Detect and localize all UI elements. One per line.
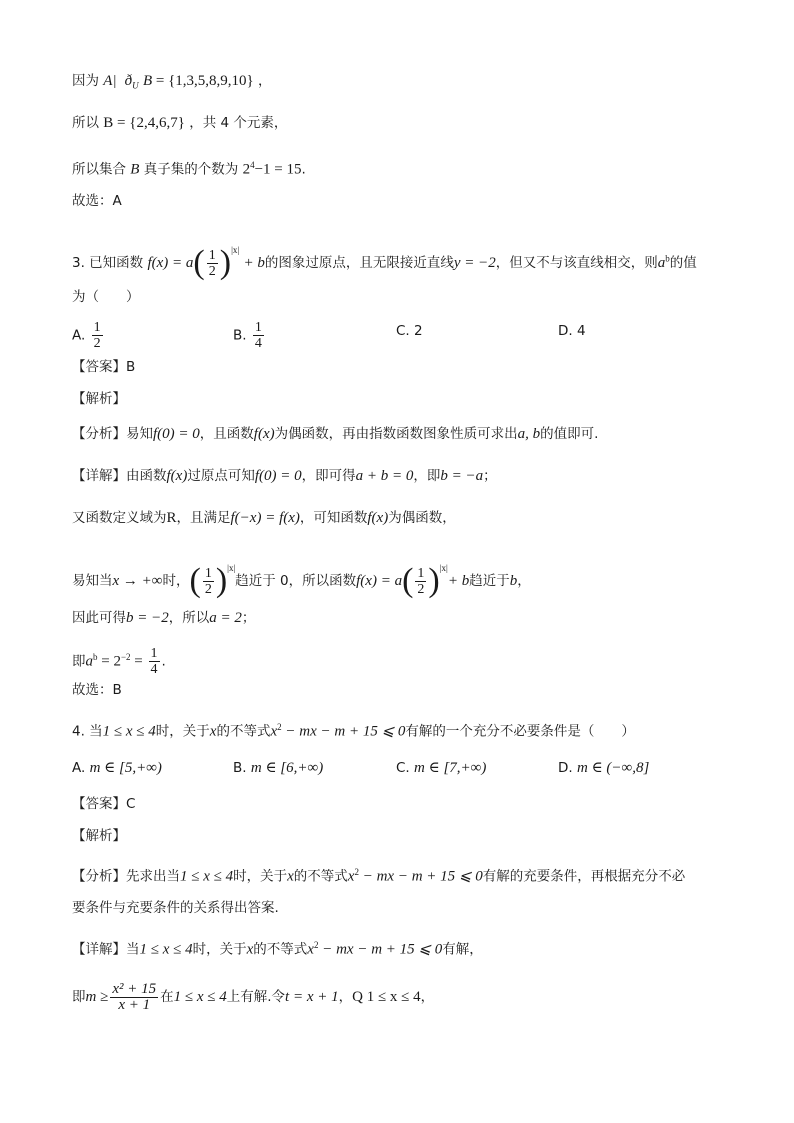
- text: ；: [483, 468, 497, 484]
- text: 【详解】当: [72, 941, 140, 958]
- math-expr: B = {2,4,6,7}: [103, 115, 185, 131]
- text: ，且满足: [176, 510, 231, 526]
- q3-choose: 故选：B: [72, 682, 122, 698]
- math-expr: a: [85, 653, 93, 670]
- text-line-2: [72, 113, 287, 133]
- q4-option-a[interactable]: [72, 758, 162, 778]
- text: B.: [233, 760, 247, 776]
- exponent: b: [93, 652, 98, 662]
- q4-fenxi: [72, 862, 685, 887]
- text: 因此可得: [72, 610, 126, 626]
- text: A.: [72, 327, 86, 344]
- q4-option-d[interactable]: [558, 758, 649, 778]
- text: ，所以: [168, 610, 210, 626]
- math-expr: f(−x) = f(x): [230, 510, 300, 526]
- math-expr: x: [246, 941, 254, 958]
- q3-answer: 【答案】B: [72, 359, 136, 375]
- text: 有解的一个充分不必要条件是（ ）: [405, 723, 635, 740]
- math-expr: = 2: [97, 653, 121, 670]
- q4-option-b[interactable]: [233, 758, 323, 778]
- fraction: $\frac{1}{2}$: [93, 320, 101, 351]
- math-expr: b = −2: [126, 610, 169, 626]
- text: 真子集的个数为: [143, 161, 239, 178]
- math-expr: t = x + 1: [285, 989, 339, 1005]
- exponent: b: [665, 253, 670, 264]
- text: 因为: [72, 73, 99, 89]
- math-expr: y = −2: [453, 255, 496, 271]
- text: 3. 已知函数: [72, 255, 144, 271]
- math-expr: ð: [120, 73, 133, 89]
- q3-line-therefore: [72, 608, 255, 628]
- text: ，可知函数: [299, 510, 368, 526]
- math-expr: B: [142, 73, 153, 89]
- q4-analysis-label: 【解析】: [72, 828, 126, 844]
- math-expr: f(x) = a: [147, 255, 194, 271]
- math-expr: + b: [243, 255, 265, 271]
- text: 的值: [669, 255, 697, 271]
- text: ，共 4 个元素，: [189, 115, 288, 131]
- math-expr: x: [270, 723, 278, 740]
- text: 的不等式: [293, 868, 348, 885]
- text: 时，关于: [192, 941, 247, 958]
- fraction: $\frac{1}{4}$: [150, 646, 158, 677]
- q4-last-line: [72, 980, 434, 1014]
- text: 趋近于: [469, 573, 510, 589]
- math-expr: 1 ≤ x ≤ 4: [102, 723, 156, 740]
- text: ，: [420, 989, 435, 1005]
- text: .: [301, 161, 306, 178]
- math-expr: f(0) = 0: [254, 468, 302, 484]
- math-expr: 1 ≤ x ≤ 4: [173, 989, 227, 1005]
- text: 在: [160, 989, 174, 1005]
- text: 即: [72, 653, 86, 670]
- text: 的不等式: [216, 723, 271, 740]
- fraction: $\frac{1}{2}$: [208, 247, 216, 279]
- text: 上有解.令: [226, 989, 286, 1005]
- exponent: |x|: [231, 245, 240, 255]
- text: 的值即可.: [540, 426, 599, 442]
- text: 易知当: [72, 573, 113, 589]
- text: ，: [338, 989, 353, 1005]
- math-expr: 2: [242, 161, 251, 178]
- math-expr: A|: [103, 73, 117, 89]
- math-expr: b: [509, 573, 518, 589]
- text: 【分析】先求出当: [72, 868, 180, 885]
- q4-option-c[interactable]: [396, 758, 486, 778]
- text: B.: [233, 327, 247, 344]
- math-expr: + b: [447, 573, 470, 589]
- text: 4. 当: [72, 723, 103, 740]
- text-line-3: [72, 155, 306, 180]
- exponent: 4: [250, 160, 255, 170]
- math-expr: − mx − m + 15 ⩽ 0: [318, 941, 443, 958]
- text: 有解，: [442, 941, 483, 958]
- math-expr: x → +∞: [112, 573, 163, 589]
- q3-option-a[interactable]: [72, 320, 105, 351]
- q4-xiangjie: [72, 935, 483, 960]
- text-line-4: 故选：A: [72, 193, 122, 209]
- text: 【分析】易知: [72, 426, 153, 442]
- math-expr: f(x) = a: [356, 573, 403, 589]
- text: ，: [258, 73, 272, 89]
- q4-stem: [72, 717, 635, 742]
- math-expr: −1 = 15: [254, 161, 302, 178]
- math-expr: m ∈ (−∞,8]: [576, 760, 650, 776]
- math-expr: 1 ≤ x ≤ 4: [180, 868, 234, 885]
- math-expr: f(x): [253, 426, 275, 442]
- exponent: −2: [120, 652, 131, 662]
- math-expr: − mx − m + 15 ⩽ 0: [281, 723, 406, 740]
- math-expr: f(x): [367, 510, 389, 526]
- text: 的图象过原点，且无限接近直线: [264, 255, 454, 271]
- math-expr: m ≥: [85, 989, 109, 1005]
- text: ；: [241, 610, 256, 626]
- text: 又函数定义域为: [72, 510, 167, 526]
- math-expr: b = −a: [440, 468, 484, 484]
- fraction: $\frac{1}{2}$: [417, 565, 425, 597]
- text: 过原点可知: [187, 468, 255, 484]
- text: 有解的充要条件，再根据充分不必: [482, 868, 686, 885]
- q3-line-domain: [72, 508, 456, 528]
- math-expr: x: [307, 941, 314, 958]
- q3-stem-cont: 为（ ）: [72, 289, 140, 305]
- math-expr: a: [657, 255, 666, 271]
- math-expr: a + b = 0: [355, 468, 414, 484]
- q3-fenxi: [72, 424, 598, 444]
- math-expr: m ∈ [6,+∞): [250, 760, 324, 776]
- text: 为偶函数，再由指数函数图象性质可求出: [274, 426, 518, 442]
- text: 的不等式: [253, 941, 308, 958]
- exponent: 2: [313, 940, 319, 950]
- q4-fenxi-cont: 要条件与充要条件的关系得出答案.: [72, 900, 279, 916]
- math-expr: m ∈ [7,+∞): [414, 760, 487, 776]
- text: 时，关于: [155, 723, 210, 740]
- math-expr: x: [347, 868, 355, 885]
- math-expr: R: [166, 510, 177, 526]
- q3-stem: 3. 已知函数 f(x) = a( $\frac{1}{2}$ )$^{|x|}$ + b的图象过原点，且无限接近直线y = −2，但又不与该直线相交，则$a^b$的值: [72, 244, 697, 281]
- text: C.: [396, 760, 410, 776]
- q3-xiangjie: [72, 466, 497, 486]
- text: 所以: [72, 115, 99, 131]
- text: 时，关于: [233, 868, 288, 885]
- exponent: 2: [277, 722, 282, 732]
- math-expr: =: [130, 653, 147, 670]
- text: A.: [72, 760, 86, 776]
- fraction: $\frac{\text{x² + 15}}{x + 1}$: [112, 980, 157, 1013]
- math-expr: f(x): [166, 468, 188, 484]
- text: ，但又不与该直线相交，则: [495, 255, 658, 271]
- text: ，: [517, 573, 531, 589]
- exponent: |x|: [439, 563, 448, 573]
- text: 趋近于 0，所以函数: [235, 573, 357, 589]
- q3-option-b[interactable]: [233, 320, 266, 351]
- q3-option-c[interactable]: C. 2: [396, 323, 423, 339]
- math-expr: B: [130, 161, 140, 178]
- math-expr: Q 1 ≤ x ≤ 4: [352, 989, 421, 1005]
- math-expr: x: [287, 868, 294, 885]
- text: ，即: [413, 468, 441, 484]
- math-expr: 1 ≤ x ≤ 4: [139, 941, 193, 958]
- text: 所以集合: [72, 161, 126, 178]
- q3-line-limit: 易知当x → +∞时，( $\frac{1}{2}$ )$^{|x|}$趋近于 0，所以函数f(x) = a( $\frac{1}{2}$ )$^{|x|}$+ b趋近于b，: [72, 562, 531, 599]
- math-expr: − mx − m + 15 ⩽ 0: [358, 868, 483, 885]
- exponent: 2: [354, 867, 359, 877]
- text: 时，: [162, 573, 190, 589]
- text: 为偶函数，: [388, 510, 456, 526]
- math-expr: a = 2: [209, 610, 242, 626]
- exponent: |x|: [227, 563, 236, 573]
- text: 即: [72, 989, 86, 1005]
- math-expr: m ∈ [5,+∞): [89, 760, 162, 776]
- text: D.: [558, 760, 573, 776]
- text: ，即可得: [301, 468, 356, 484]
- text-line-1: 因为 A| $ð_U$ B = {1,3,5,8,9,10} ，: [72, 73, 272, 91]
- math-expr: a, b: [517, 426, 541, 442]
- q3-line-result: [72, 640, 166, 679]
- math-expr: f(0) = 0: [153, 426, 200, 442]
- q3-analysis-label: 【解析】: [72, 391, 126, 407]
- q4-answer: 【答案】C: [72, 796, 136, 812]
- text: ，且函数: [199, 426, 254, 442]
- q3-option-d[interactable]: D. 4: [558, 323, 586, 339]
- math-expr: x: [209, 723, 217, 740]
- fraction: $\frac{1}{2}$: [204, 565, 212, 597]
- text: 【详解】由函数: [72, 468, 167, 484]
- fraction: $\frac{1}{4}$: [254, 320, 262, 351]
- text: .: [161, 653, 166, 670]
